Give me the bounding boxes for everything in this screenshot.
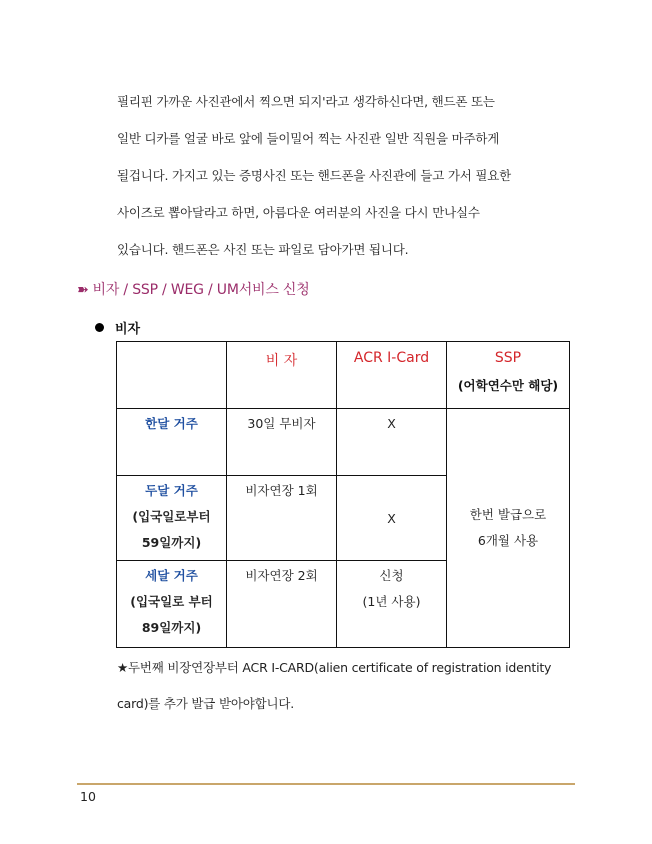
footnote-line: card)를 추가 발급 받아야합니다. (117, 696, 294, 711)
row-label (117, 561, 227, 648)
row-label-sub: (입국일로부터 (132, 509, 211, 524)
row-label-title: 두달 거주 (145, 483, 198, 498)
row-label-title: 한달 거주 (145, 416, 198, 431)
header-empty-cell (117, 342, 227, 409)
header-acr: ACR I-Card (337, 342, 447, 409)
ssp-merged-cell (447, 409, 570, 648)
intro-paragraph (117, 83, 597, 268)
paragraph-line: 사이즈로 뽑아달라고 하면, 아름다운 여러분의 사진을 다시 만나실수 (117, 205, 480, 220)
table-row (117, 409, 570, 476)
header-ssp-sub: (어학연수만 해당) (457, 378, 559, 393)
paragraph-line: 될겁니다. 가지고 있는 증명사진 또는 핸드폰을 사진관에 들고 가서 필요한 (117, 168, 511, 183)
row-label-title: 세달 거주 (145, 568, 198, 583)
bullet-title: 비자 (115, 322, 141, 337)
row-label (117, 409, 227, 476)
footnote (117, 650, 587, 722)
header-ssp-label: SSP (494, 350, 522, 366)
paragraph-line: 일반 디카를 얼굴 바로 앞에 들이밀어 찍는 사진관 일반 직원을 마주하게 (117, 131, 500, 146)
visa-cell: 30일 무비자 (227, 409, 337, 476)
acr-cell: X (337, 476, 447, 561)
row-label (117, 476, 227, 561)
bullet-heading (95, 318, 140, 337)
ssp-line: 한번 발급으로 (469, 507, 547, 522)
section-title: 비자 / SSP / WEG / UM서비스 신청 (92, 282, 310, 298)
row-label-sub: 89일까지) (141, 620, 202, 635)
footnote-line: ★두번째 비장연장부터 ACR I-CARD(alien certificate of registration identity (117, 660, 552, 675)
acr-sub: (1년 사용) (362, 594, 421, 609)
footer-rule (77, 783, 575, 785)
header-visa: 비 자 (227, 342, 337, 409)
acr-cell: X (337, 409, 447, 476)
row-label-sub: 59일까지) (141, 535, 202, 550)
paragraph-line: 있습니다. 핸드폰은 사진 또는 파일로 담아가면 됩니다. (117, 242, 409, 257)
section-heading (77, 279, 310, 299)
page-number: 10 (80, 789, 96, 804)
ssp-line: 6개월 사용 (477, 533, 539, 548)
visa-cell: 비자연장 2회 (227, 561, 337, 648)
bullet-dot-icon (95, 323, 104, 332)
acr-cell (337, 561, 447, 648)
visa-table (116, 341, 570, 648)
header-ssp (447, 342, 570, 409)
paragraph-line: 필리핀 가까운 사진관에서 찍으면 되지'라고 생각하신다면, 핸드폰 또는 (117, 94, 495, 109)
arrow-icon: ➽ (77, 282, 89, 298)
acr-value: 신청 (379, 568, 404, 583)
visa-cell: 비자연장 1회 (227, 476, 337, 561)
row-label-sub: (입국일로 부터 (130, 594, 213, 609)
table-header-row (117, 342, 570, 409)
